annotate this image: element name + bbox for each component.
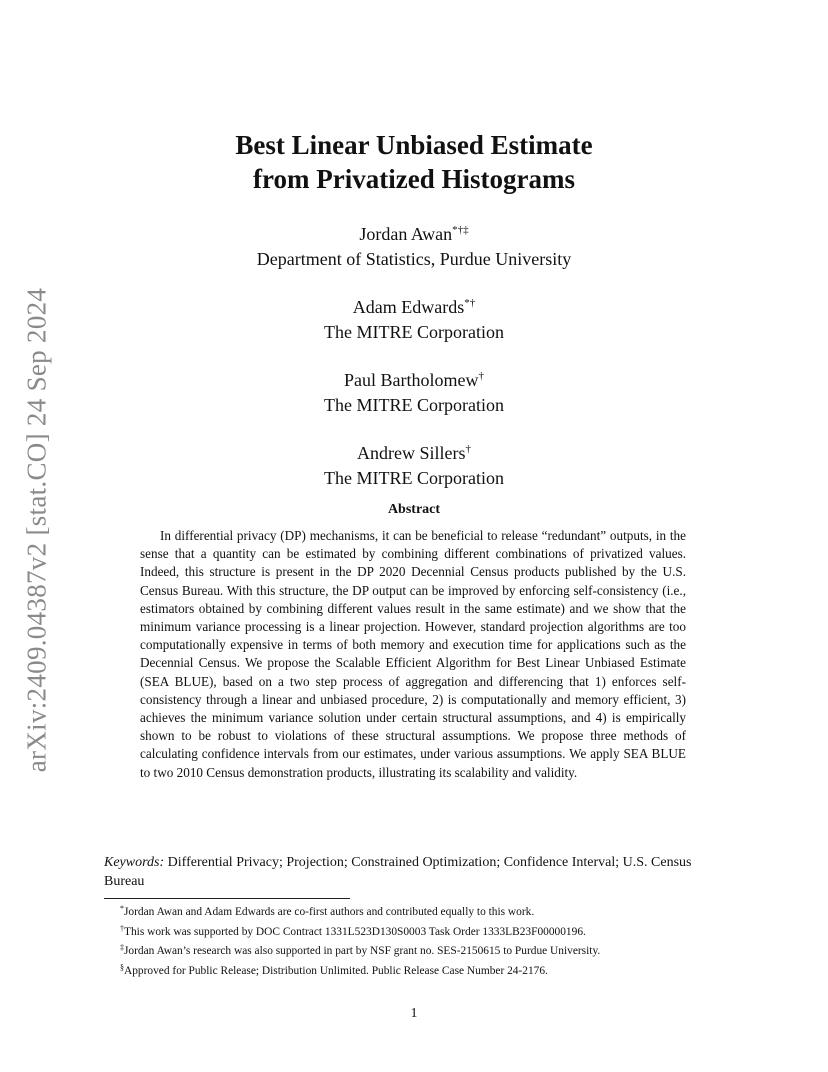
author-affiliation: The MITRE Corporation: [324, 468, 504, 488]
footnote-2: †This work was supported by DOC Contract 1331L523D130S0003 Task Order 1333LB23F00000196.: [120, 923, 586, 938]
title-line-1: Best Linear Unbiased Estimate: [235, 130, 593, 160]
arxiv-identifier[interactable]: arXiv:2409.04387v2 [stat.CO] 24 Sep 2024: [21, 287, 52, 773]
paper-title: [104, 128, 724, 196]
author-affiliation: The MITRE Corporation: [324, 395, 504, 415]
footnote-1: *Jordan Awan and Adam Edwards are co-first authors and contributed equally to this work.: [120, 904, 535, 918]
author-name: Andrew Sillers†: [357, 443, 471, 463]
keywords-label: Keywords:: [104, 855, 165, 870]
keywords: [104, 853, 724, 891]
footnote-4: §Approved for Public Release; Distribution Unlimited. Public Release Case Number 24-2176.: [120, 962, 548, 977]
footnote-rule: [104, 898, 350, 899]
author-affiliation: The MITRE Corporation: [324, 322, 504, 342]
keywords-text: Differential Privacy; Projection; Constrained Optimization; Confidence Interval; U.S. Census Bureau: [104, 855, 692, 889]
author-name: Paul Bartholomew†: [344, 370, 484, 390]
author-affiliation: Department of Statistics, Purdue University: [256, 249, 572, 269]
abstract-heading: Abstract: [387, 502, 441, 517]
author-marks: †: [465, 443, 471, 455]
author-marks: *†: [464, 297, 476, 309]
author-marks: *†‡: [452, 224, 469, 236]
page-number: 1: [410, 1006, 418, 1021]
abstract-text: In differential privacy (DP) mechanisms, it can be beneficial to release “redundant” outputs, in the sense that a quantity can be estimated by combining different combinations of privatized values. Indeed, this structure is present in the DP 2020 Decennial Census products published by the U.S. Census Bureau. With this structure, the DP output can be improved by enforcing self-consistency (i.e., estimators obtained by combining different values result in the same estimate) and we show that the minimum variance processing is a linear projection. However, standard projection algorithms are too computationally expensive in terms of both memory and execution time for applications such as the Decennial Census. We propose the Scalable Efficient Algorithm for Best Linear Unbiased Estimate (SEA BLUE), based on a two step process of aggregation and differencing that 1) enforces self-consistency through a linear and unbiased procedure, 2) is computationally and memory efficient, 3) achieves the minimum variance solution under certain structural assumptions, and 4) is empirically shown to be robust to violations of these structural assumptions. We propose three methods of calculating confidence intervals from our estimates, under various assumptions. We apply SEA BLUE to two 2010 Census demonstration products, illustrating its scalability and validity.: [140, 528, 686, 780]
title-line-2: from Privatized Histograms: [253, 164, 575, 194]
author-name: Jordan Awan*†‡: [359, 224, 469, 244]
author-marks: †: [478, 370, 484, 382]
footnote-3: ‡Jordan Awan’s research was also supported in part by NSF grant no. SES-2150615 to Purdue University.: [120, 943, 601, 957]
author-block-2: [104, 291, 724, 345]
footnotes: [104, 901, 724, 979]
author-name: Adam Edwards*†: [352, 297, 476, 317]
author-block-3: [104, 364, 724, 418]
author-block-4: [104, 437, 724, 491]
author-block-1: [104, 218, 724, 272]
